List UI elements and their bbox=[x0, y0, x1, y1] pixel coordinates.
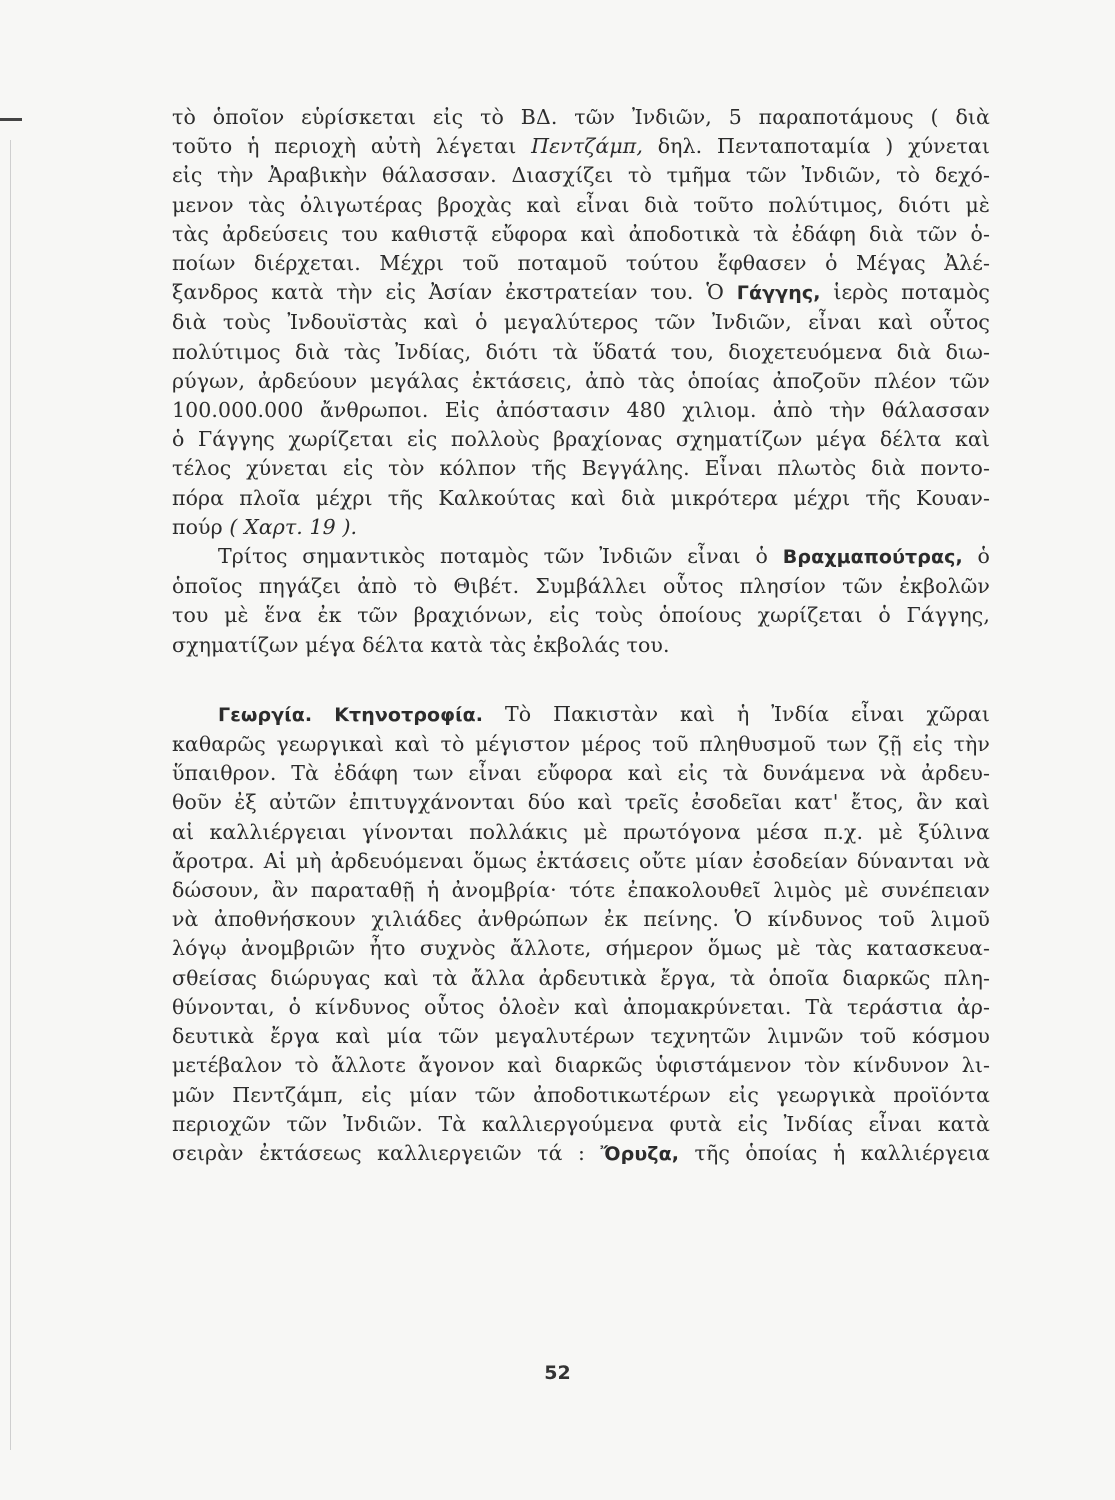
text-line: σειρὰν ἐκτάσεως καλλιεργειῶν τά : Ὄρυζα, τῆς ὁποίας ἡ καλλιέργεια bbox=[172, 1140, 990, 1165]
text-line: ἄροτρα. Αἱ μὴ ἀρδευόμεναι ὅμως ἐκτάσεις οὔτε μίαν ἐσοδείαν δύνανται νὰ bbox=[172, 848, 990, 873]
text-line: πόρα πλοῖα μέχρι τῆς Καλκούτας καὶ διὰ μικρότερα μέχρι τῆς Κουαν- bbox=[172, 485, 990, 510]
text-line: δευτικὰ ἔργα καὶ μία τῶν μεγαλυτέρων τεχνητῶν λιμνῶν τοῦ κόσμου bbox=[172, 1024, 990, 1049]
text-line: διὰ τοὺς Ἰνδουϊστὰς καὶ ὁ μεγαλύτερος τῶν Ἰνδιῶν, εἶναι καὶ οὗτος bbox=[172, 310, 990, 335]
bold-term: Γάγγης, bbox=[736, 282, 821, 305]
bold-term: Βραχμαπούτρας, bbox=[782, 546, 963, 569]
bold-term: Ὄρυζα, bbox=[600, 1142, 680, 1165]
text-line: σθείσας διώρυγας καὶ τὰ ἄλλα ἀρδευτικὰ ἔργα, τὰ ὁποῖα διαρκῶς πλη- bbox=[172, 965, 990, 990]
page-text bbox=[172, 103, 990, 1169]
text-line: θύνονται, ὁ κίνδυνος οὗτος ὁλοὲν καὶ ἀπομακρύνεται. Τὰ τεράστια ἀρ- bbox=[172, 994, 990, 1019]
text-line: λόγῳ ἀνομβριῶν ἦτο συχνὸς ἄλλοτε, σήμερον ὅμως μὲ τὰς κατασκευα- bbox=[172, 936, 990, 961]
text-line: καθαρῶς γεωργικαὶ καὶ τὸ μέγιστον μέρος τοῦ πληθυσμοῦ των ζῇ εἰς τὴν bbox=[172, 732, 990, 757]
section-heading: Γεωργία. Κτηνοτροφία. bbox=[218, 703, 484, 726]
text-line: τὰς ἀρδεύσεις του καθιστᾷ εὔφορα καὶ ἀποδοτικὰ τὰ ἐδάφη διὰ τῶν ὁ- bbox=[172, 221, 990, 246]
text-line: θοῦν ἐξ αὐτῶν ἐπιτυγχάνονται δύο καὶ τρεῖς ἐσοδεῖαι κατ' ἔτος, ἂν καὶ bbox=[172, 790, 990, 815]
text-line: ὁ Γάγγης χωρίζεται εἰς πολλοὺς βραχίονας σχηματίζων μέγα δέλτα καὶ bbox=[172, 427, 990, 452]
text-line: πούρ ( Χαρτ. 19 ). bbox=[172, 514, 358, 539]
text-line: δώσουν, ἂν παραταθῇ ἡ ἀνομβρία· τότε ἐπακολουθεῖ λιμὸς μὲ συνέπειαν bbox=[172, 878, 990, 903]
page-edge-mark bbox=[0, 118, 22, 121]
text-line: ξανδρος κατὰ τὴν εἰς Ἀσίαν ἐκστρατείαν του. Ὁ Γάγγης, ἱερὸς ποταμὸς bbox=[172, 280, 990, 305]
text-line: τοῦτο ἡ περιοχὴ αὐτὴ λέγεται Πεντζάμπ, δηλ. Πενταποταμία ) χύνεται bbox=[172, 134, 990, 159]
text-line: τὸ ὁποῖον εὑρίσκεται εἰς τὸ ΒΔ. τῶν Ἰνδιῶν, 5 παραποτάμους ( διὰ bbox=[172, 105, 990, 129]
italic-term: Πεντζάμπ, bbox=[531, 134, 643, 159]
text-line: σχηματίζων μέγα δέλτα κατὰ τὰς ἐκβολάς του. bbox=[172, 632, 670, 657]
text-line: του μὲ ἕνα ἐκ τῶν βραχιόνων, εἰς τοὺς ὁποίους χωρίζεται ὁ Γάγγης, bbox=[172, 603, 990, 628]
text-line: μετέβαλον τὸ ἄλλοτε ἄγονον καὶ διαρκῶς ὑφιστάμενον τὸν κίνδυνον λι- bbox=[172, 1053, 990, 1078]
text-line: 100.000.000 ἄνθρωποι. Εἰς ἀπόστασιν 480 χιλιομ. ἀπὸ τὴν θάλασσαν bbox=[172, 398, 990, 423]
text-line: νὰ ἀποθνήσκουν χιλιάδες ἀνθρώπων ἐκ πείνης. Ὁ κίνδυνος τοῦ λιμοῦ bbox=[172, 907, 990, 932]
map-reference: ( Χαρτ. 19 ). bbox=[229, 514, 358, 539]
text-line: μενον τὰς ὀλιγωτέρας βροχὰς καὶ εἶναι διὰ τοῦτο πολύτιμος, διότι μὲ bbox=[172, 192, 990, 217]
text-line: αἱ καλλιέργειαι γίνονται πολλάκις μὲ πρωτόγονα μέσα π.χ. μὲ ξύλινα bbox=[172, 819, 990, 844]
page-edge-line bbox=[10, 140, 11, 1450]
text-line: πολύτιμος διὰ τὰς Ἰνδίας, διότι τὰ ὕδατά του, διοχετευόμενα διὰ διω- bbox=[172, 339, 990, 364]
text-line: ὁποῖος πηγάζει ἀπὸ τὸ Θιβέτ. Συμβάλλει οὗτος πλησίον τῶν ἐκβολῶν bbox=[172, 574, 990, 599]
text-line: μῶν Πεντζάμπ, εἰς μίαν τῶν ἀποδοτικωτέρων εἰς γεωργικὰ προϊόντα bbox=[172, 1082, 990, 1107]
text-line: ὕπαιθρον. Τὰ ἐδάφη των εἶναι εὔφορα καὶ εἰς τὰ δυνάμενα νὰ ἀρδευ- bbox=[172, 761, 990, 786]
text-line: ρύγων, ἀρδεύουν μεγάλας ἐκτάσεις, ἀπὸ τὰς ὁποίας ἀποζοῦν πλέον τῶν bbox=[172, 368, 990, 393]
text-line: ποίων διέρχεται. Μέχρι τοῦ ποταμοῦ τούτου ἔφθασεν ὁ Μέγας Ἀλέ- bbox=[172, 251, 990, 276]
page-number: 52 bbox=[544, 1362, 571, 1384]
text-line: τέλος χύνεται εἰς τὸν κόλπον τῆς Βεγγάλης. Εἶναι πλωτὸς διὰ ποντο- bbox=[172, 456, 990, 481]
text-line: περιοχῶν τῶν Ἰνδιῶν. Τὰ καλλιεργούμενα φυτὰ εἰς Ἰνδίας εἶναι κατὰ bbox=[172, 1111, 990, 1136]
text-line: εἰς τὴν Ἀραβικὴν θάλασσαν. Διασχίζει τὸ τμῆμα τῶν Ἰνδιῶν, τὸ δεχό- bbox=[172, 163, 990, 188]
text-line: Τρίτος σημαντικὸς ποταμὸς τῶν Ἰνδιῶν εἶναι ὁ Βραχμαπούτρας, ὁ bbox=[218, 544, 990, 569]
text-line: Γεωργία. Κτηνοτροφία. Τὸ Πακιστὰν καὶ ἡ Ἰνδία εἶναι χῶραι bbox=[218, 701, 990, 726]
